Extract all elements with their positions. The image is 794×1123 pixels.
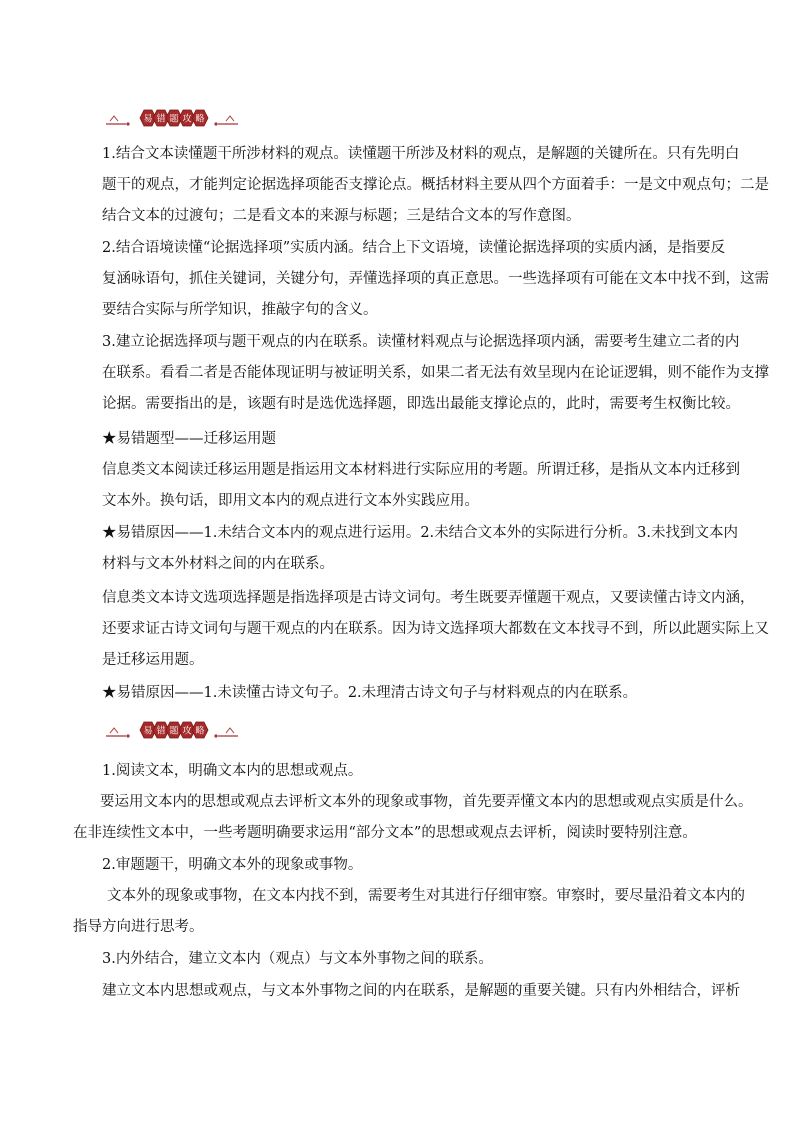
step-2-title xyxy=(73,850,725,881)
step-3-title xyxy=(73,944,725,975)
banner-badge-5 xyxy=(192,110,208,126)
banner-ornament-icon xyxy=(104,107,240,129)
banner-char: 易 xyxy=(143,114,153,125)
banner-char: 易 xyxy=(143,726,153,737)
text-line: 文本外的现象或事物，在文本内找不到，需要考生对其进行仔细审察。审察时，要尽量沿着文本内的 xyxy=(107,888,745,904)
paragraph-poetry-choice xyxy=(73,583,769,676)
text-line: 2.审题题干，明确文本外的现象或事物。 xyxy=(102,857,363,873)
section-banner-strategy xyxy=(104,107,240,129)
text-line: 要运用文本内的思想或观点去评析文本外的现象或事物，首先要弄懂文本内的思想或观点实质是什么。 xyxy=(100,794,753,810)
banner-char: 题 xyxy=(169,114,179,125)
text-line: 复涵咏语句，抓住关键词，关键分句，弄懂选择项的真正意思。一些选择项有可能在文本中找不到，这需 xyxy=(102,271,769,287)
paragraph-transfer-definition xyxy=(73,455,740,517)
banner-char: 错 xyxy=(156,114,166,125)
text-line: 要结合实际与所学知识，推敲字句的含义。 xyxy=(102,302,378,318)
banner-char: 攻 xyxy=(182,726,192,737)
banner-char: 题 xyxy=(169,726,179,737)
banner-char: 攻 xyxy=(182,114,192,125)
text-line: 信息类文本阅读迁移运用题是指运用文本材料进行实际应用的考题。所谓迁移，是指从文本内迁移到 xyxy=(102,462,740,478)
text-line: ★易错原因——1.未结合文本内的观点进行运用。2.未结合文本外的实际进行分析。3.未找到文本内 xyxy=(102,525,738,541)
text-line: ★易错题型——迁移运用题 xyxy=(102,431,276,447)
text-line: 信息类文本诗文选项选择题是指选择项是古诗文词句。考生既要弄懂题干观点，又要读懂古诗文内涵， xyxy=(102,590,755,606)
banner-ornament-icon xyxy=(104,719,240,741)
section-banner-method xyxy=(104,719,240,741)
text-line: 在非连续性文本中，一些考题明确要求运用“部分文本”的思想或观点去评析，阅读时要特别注意。 xyxy=(73,825,697,841)
text-line: 2.结合语境读懂“论据选择项”实质内涵。结合上下文语境，读懂论据选择项的实质内涵，是指要反 xyxy=(102,240,726,256)
text-line: 1.结合文本读懂题干所涉材料的观点。读懂题干所涉及材料的观点，是解题的关键所在。只有先明白 xyxy=(102,146,740,162)
paragraph-error-cause-2 xyxy=(73,678,725,709)
banner-char: 略 xyxy=(195,726,205,737)
text-line: 3.建立论据选择项与题干观点的内在联系。读懂材料观点与论据选择项内涵，需要考生建立二者的内 xyxy=(102,334,740,350)
text-line: 1.阅读文本，明确文本内的思想或观点。 xyxy=(102,763,363,779)
heading-error-type xyxy=(73,424,725,455)
text-line: 文本外。换句话，即用文本内的观点进行文本外实践应用。 xyxy=(102,493,479,509)
text-line: 在联系。看看二者是否能体现证明与被证明关系，如果二者无法有效呈现内在论证逻辑，则不能作为支撑 xyxy=(102,365,769,381)
step-3-body xyxy=(73,976,740,1007)
text-line: 是迁移运用题。 xyxy=(102,652,204,668)
paragraph-point-2 xyxy=(73,233,769,326)
paragraph-point-3 xyxy=(73,327,769,420)
banner-badge-5 xyxy=(192,722,208,738)
step-1-body xyxy=(73,787,753,849)
text-line: ★易错原因——1.未读懂古诗文句子。2.未理清古诗文句子与材料观点的内在联系。 xyxy=(102,685,638,701)
text-line: 材料与文本外材料之间的内在联系。 xyxy=(102,556,334,572)
text-line: 结合文本的过渡句；二是看文本的来源与标题；三是结合文本的写作意图。 xyxy=(102,208,581,224)
step-2-body xyxy=(73,881,745,943)
paragraph-point-1 xyxy=(73,139,769,232)
banner-char: 略 xyxy=(195,114,205,125)
text-line: 指导方向进行思考。 xyxy=(73,919,204,935)
text-line: 建立文本内思想或观点，与文本外事物之间的内在联系，是解题的重要关键。只有内外相结合，评析 xyxy=(102,983,740,999)
paragraph-error-cause-1 xyxy=(73,518,738,580)
step-1-title xyxy=(73,756,725,787)
text-line: 论据。需要指出的是，该题有时是选优选择题，即选出最能支撑论点的，此时，需要考生权衡比较。 xyxy=(102,396,740,412)
banner-char: 错 xyxy=(156,726,166,737)
text-line: 3.内外结合，建立文本内（观点）与文本外事物之间的联系。 xyxy=(102,951,493,967)
text-line: 题干的观点，才能判定论据选择项能否支撑论点。概括材料主要从四个方面着手：一是文中观点句；二是 xyxy=(102,177,769,193)
text-line: 还要求证古诗文词句与题干观点的内在联系。因为诗文选择项大都数在文本找寻不到，所以此题实际上又 xyxy=(102,621,769,637)
